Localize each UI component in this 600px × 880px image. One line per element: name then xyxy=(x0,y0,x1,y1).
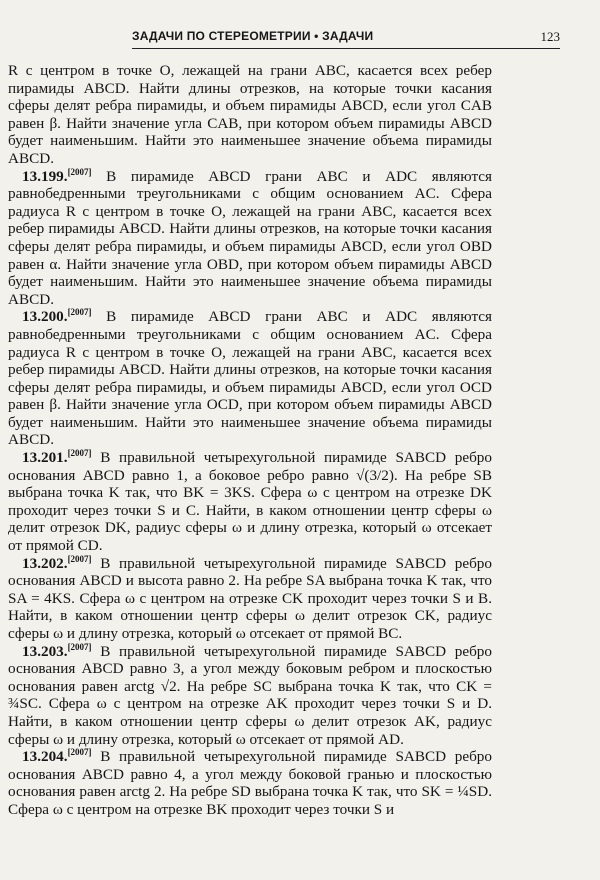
problem-number: 13.202. xyxy=(22,554,68,572)
problem-13-199 xyxy=(8,168,492,309)
problem-13-203 xyxy=(8,643,492,749)
problem-number: 13.200. xyxy=(22,308,68,326)
problem-number: 13.204. xyxy=(22,748,68,766)
problem-text: В правильной четырехугольной пирамиде SABCD ребро основания ABCD равно 4, а угол между боковой гранью и плоскостью основания равен arctg 2. На ребре SD выбрана точка K так, что SK = ¼SD. Сфера ω с центром на отрезке BK проходит через точки S и xyxy=(8,748,492,818)
problem-13-200 xyxy=(8,308,492,449)
problem-13-201 xyxy=(8,449,492,555)
problem-year: [2007] xyxy=(67,448,92,458)
problem-year: [2007] xyxy=(67,641,92,652)
running-head: ЗАДАЧИ ПО СТЕРЕОМЕТРИИ • ЗАДАЧИ xyxy=(132,29,374,43)
problem-year: [2007] xyxy=(67,553,92,564)
page-header xyxy=(132,26,560,49)
problem-text: В пирамиде ABCD грани ABC и ADC являются равнобедренными треугольниками с общим основанием AC. Сфера радиуса R с центром в точке O, лежащей на грани ABC, касается всех ребер пирамиды ABCD. Найти длины отрезков, на которые точки касания сферы делят ребра пирамиды, и объем пирамиды ABCD, если угол OBD равен α. Найти значение угла OBD, при котором объем пирамиды ABCD будет наименьшим. Найти это наименьшее значение объема пирамиды ABCD. xyxy=(8,167,492,308)
problem-text: В пирамиде ABCD грани ABC и ADC являются равнобедренными треугольниками с общим основанием AC. Сфера радиуса R с центром в точке O, лежащей на грани ABC, касается всех ребер пирамиды ABCD. Найти длины отрезков, на которые точки касания сферы делят ребра пирамиды, и объем пирамиды ABCD, если угол OCD равен β. Найти значение угла OCD, при котором объем пирамиды ABCD будет наименьшим. Найти это наименьшее значение объема пирамиды ABCD. xyxy=(8,308,492,449)
problem-number: 13.203. xyxy=(22,642,68,660)
problem-number: 13.199. xyxy=(22,167,68,185)
problem-text: В правильной четырехугольной пирамиде SABCD ребро основания ABCD равно 3, а угол между боковым ребром и плоскостью основания равен arctg √2. На ребре SC выбрана точка K так, что CK = ¾SC. Сфера ω с центром на отрезке AK проходит через точки S и D. Найти, в каком отношении центр сферы ω делит отрезок AK, радиус сферы ω и длину отрезка, который ω отсекает от прямой AD. xyxy=(8,642,492,748)
problem-year: [2007] xyxy=(67,307,92,318)
problem-text: В правильной четырехугольной пирамиде SABCD ребро основания ABCD и высота равно 2. На ребре SA выбрана точка K так, что SA = 4KS. Сфера ω с центром на отрезке CK проходит через точки S и B. Найти, в каком отношении центр сферы ω делит отрезок CK, радиус сферы ω и длину отрезка, который ω отсекает от прямой BC. xyxy=(8,554,492,642)
problem-text: В правильной четырехугольной пирамиде SABCD ребро основания ABCD равно 1, а боковое ребро равно √(3/2). На ребре SB выбрана точка K так, что BK = 3KS. Сфера ω с центром на отрезке DK проходит через точки S и C. Найти, в каком отношении центр сферы ω делит отрезок DK, радиус сферы ω и длину отрезка, который ω отсекает от прямой CD. xyxy=(8,449,492,555)
page-body xyxy=(8,62,492,819)
problem-number: 13.201. xyxy=(22,449,68,467)
page-number: 123 xyxy=(540,29,560,44)
problem-year: [2007] xyxy=(67,166,92,177)
problem-13-202 xyxy=(8,555,492,643)
continuation-text: R с центром в точке O, лежащей на грани ABC, касается всех ребер пирамиды ABCD. Найти длины отрезков, на которые точки касания сферы делят ребра пирамиды, и объем пирамиды ABCD, если угол CAB равен β. Найти значение угла CAB, при котором объем пирамиды ABCD будет наименьшим. Найти это наименьшее значение объема пирамиды ABCD. xyxy=(8,62,492,167)
problem-13-204 xyxy=(8,748,492,818)
problem-year: [2007] xyxy=(67,747,92,758)
